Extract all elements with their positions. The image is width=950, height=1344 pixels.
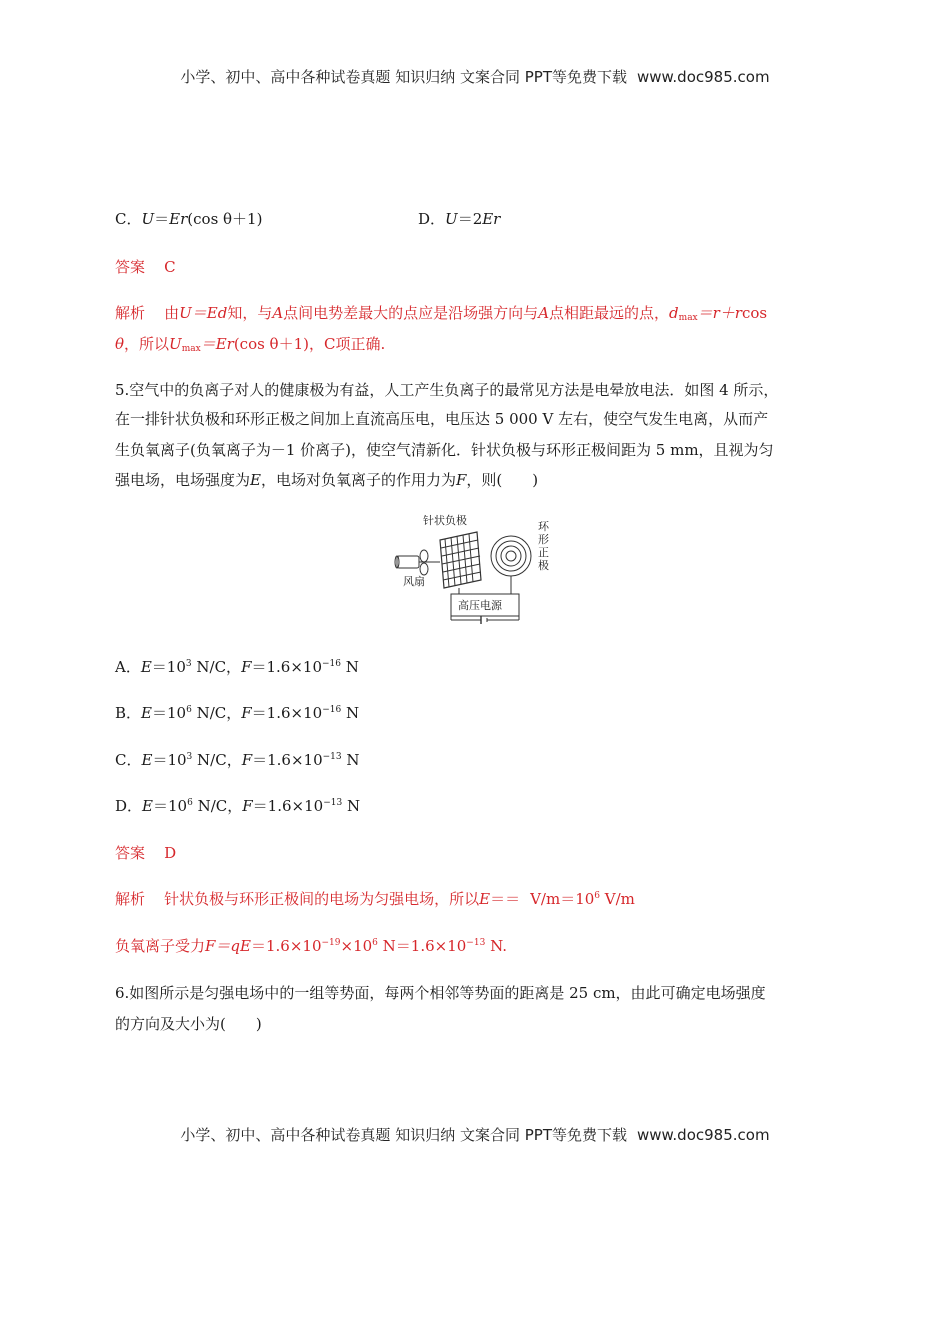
q5-stem-line-2: 在一排针状负极和环形正极之间加上直流高压电，电压达 5 000 V 左右，使空气发生电离，从而产 <box>115 410 769 428</box>
q4-analysis-line-2: θ，所以$U_{max}=Er(\cos$ θ＋1)，C项正确. <box>115 335 386 354</box>
q5-option-c: C．$E=10^3$ N/C，$F=1.6\times 10^{-13}$ N <box>115 751 360 769</box>
q5-stem-line-1: 5.空气中的负离子对人的健康极为有益，人工产生负离子的最常见方法是电晕放电法．如图 4 所示， <box>115 381 779 399</box>
q5-stem-line-3: 生负氧离子(负氧离子为－1 价离子)，使空气清新化．针状负极与环形正极间距为 5 mm，且视为匀 <box>115 441 774 459</box>
label-ring-anode: 环 形 正 极 <box>538 520 549 572</box>
footer-text: 小学、初中、高中各种试卷真题 知识归纳 文案合同 PPT等免费下载 <box>180 1126 627 1144</box>
q5-option-b: B．$E=10^6$ N/C，$F=1.6\times 10^{-16}$ N <box>115 704 360 722</box>
q5-stem-line-4: 强电场，电场强度为E，电场对负氧离子的作用力为F，则( ) <box>115 471 539 489</box>
page-footer <box>0 1124 950 1145</box>
q4-answer: 答案 C <box>115 258 176 276</box>
label-needle-cathode: 针状负极 <box>423 514 467 527</box>
q4-option-d: D．U＝2Er <box>418 210 501 228</box>
label-power-source: 高压电源 <box>458 599 502 612</box>
page-header <box>0 66 950 87</box>
q5-analysis-line-1: 解析 针状负极与环形正极间的电场为匀强电场，所以$E== V/m=10^6$ V/m <box>115 890 635 908</box>
ring-anode-spiral <box>491 536 531 594</box>
label-fan: 风扇 <box>403 575 425 588</box>
q5-option-d: D．$E=10^6$ N/C，$F=1.6\times 10^{-13}$ N <box>115 797 361 815</box>
q6-stem-line-1: 6.如图所示是匀强电场中的一组等势面，每两个相邻等势面的距离是 25 cm，由此可确定电场强度 <box>115 984 766 1002</box>
q5-figure <box>385 512 560 631</box>
header-text: 小学、初中、高中各种试卷真题 知识归纳 文案合同 PPT等免费下载 <box>180 68 627 86</box>
header-url[interactable]: www.doc985.com <box>636 68 770 86</box>
q6-stem-line-2: 的方向及大小为( ) <box>115 1015 262 1033</box>
fan-icon <box>395 550 440 575</box>
q5-answer: 答案 D <box>115 844 177 862</box>
footer-url[interactable]: www.doc985.com <box>636 1126 770 1144</box>
ion-generator-diagram <box>385 512 560 627</box>
q4-analysis-line-1: 解析 由U＝Ed知，与A点间电势差最大的点应是沿场强方向与A点相距最远的点，$d_{max}=r+rcos$ <box>115 304 768 323</box>
q5-option-a: A．$E=10^3$ N/C，$F=1.6\times 10^{-16}$ N <box>115 658 359 676</box>
needle-grid <box>440 532 481 588</box>
q5-analysis-line-2: 负氧离子受力$F=qE=1.6\times 10^{-19}\times 10^6$ $N=1.6\times 10^{-13}$ N. <box>115 937 507 955</box>
q4-option-c: C．U＝Er(cos θ＋1) <box>115 210 263 228</box>
